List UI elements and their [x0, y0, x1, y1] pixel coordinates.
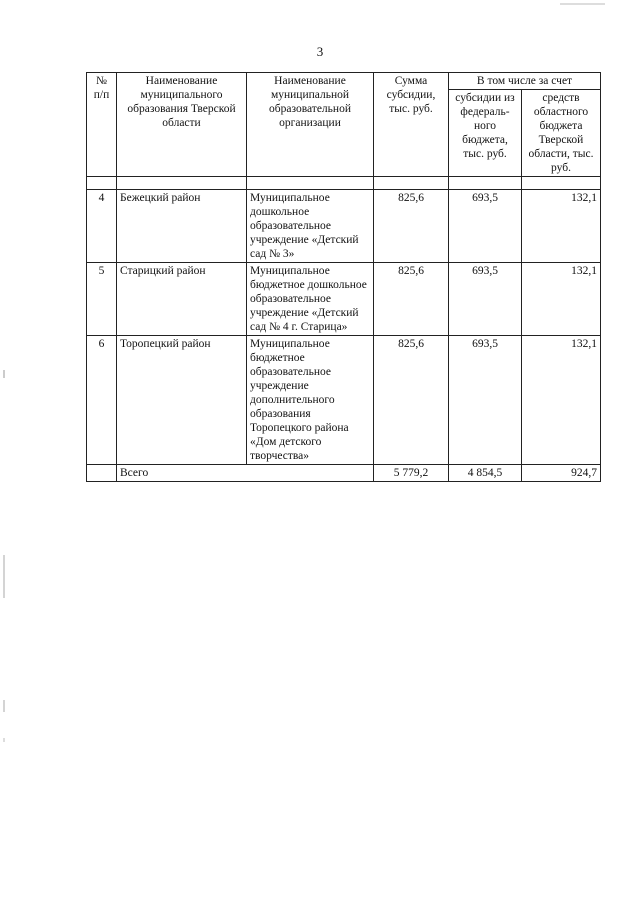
cell-organization: Муниципальное бюджетное дошкольное образовательное учреждение «Детский сад № 4 г. Старица» [247, 263, 374, 336]
cell-organization: Муниципальное бюджетное образовательное учреждение дополнительного образования Торопецкого района «Дом детского творчества» [247, 336, 374, 465]
cell-municipality: Торопецкий район [117, 336, 247, 465]
header-num: № п/п [87, 73, 117, 177]
cell-sum: 825,6 [374, 263, 449, 336]
cell-federal: 693,5 [449, 336, 522, 465]
header-spacer-row [87, 177, 601, 190]
cell-municipality: Бежецкий район [117, 190, 247, 263]
table-row [87, 263, 601, 336]
cell-regional: 132,1 [522, 336, 601, 465]
cell-regional: 132,1 [522, 263, 601, 336]
total-sum: 5 779,2 [374, 465, 449, 482]
cell-regional: 132,1 [522, 190, 601, 263]
cell-num: 4 [87, 190, 117, 263]
cell-sum: 825,6 [374, 190, 449, 263]
total-regional: 924,7 [522, 465, 601, 482]
cell-organization: Муниципальное дошкольное образовательное учреждение «Детский сад № 3» [247, 190, 374, 263]
cell-sum: 825,6 [374, 336, 449, 465]
subsidy-table [86, 72, 601, 482]
total-row [87, 465, 601, 482]
page-number: 3 [316, 44, 324, 59]
header-regional: средств областного бюджета Тверской области, тыс. руб. [522, 90, 601, 177]
header-row-1 [87, 73, 601, 90]
header-including: В том числе за счет [449, 73, 601, 90]
table-row [87, 336, 601, 465]
total-federal: 4 854,5 [449, 465, 522, 482]
total-empty-cell [87, 465, 117, 482]
cell-municipality: Старицкий район [117, 263, 247, 336]
header-organization: Наименование муниципальной образовательной организации [247, 73, 374, 177]
total-label: Всего [117, 465, 374, 482]
header-federal: субсидии из федераль-ного бюджета, тыс. руб. [449, 90, 522, 177]
header-sum: Сумма субсидии, тыс. руб. [374, 73, 449, 177]
cell-federal: 693,5 [449, 263, 522, 336]
table-row [87, 190, 601, 263]
cell-num: 5 [87, 263, 117, 336]
header-municipality: Наименование муниципального образования Тверской области [117, 73, 247, 177]
cell-num: 6 [87, 336, 117, 465]
cell-federal: 693,5 [449, 190, 522, 263]
